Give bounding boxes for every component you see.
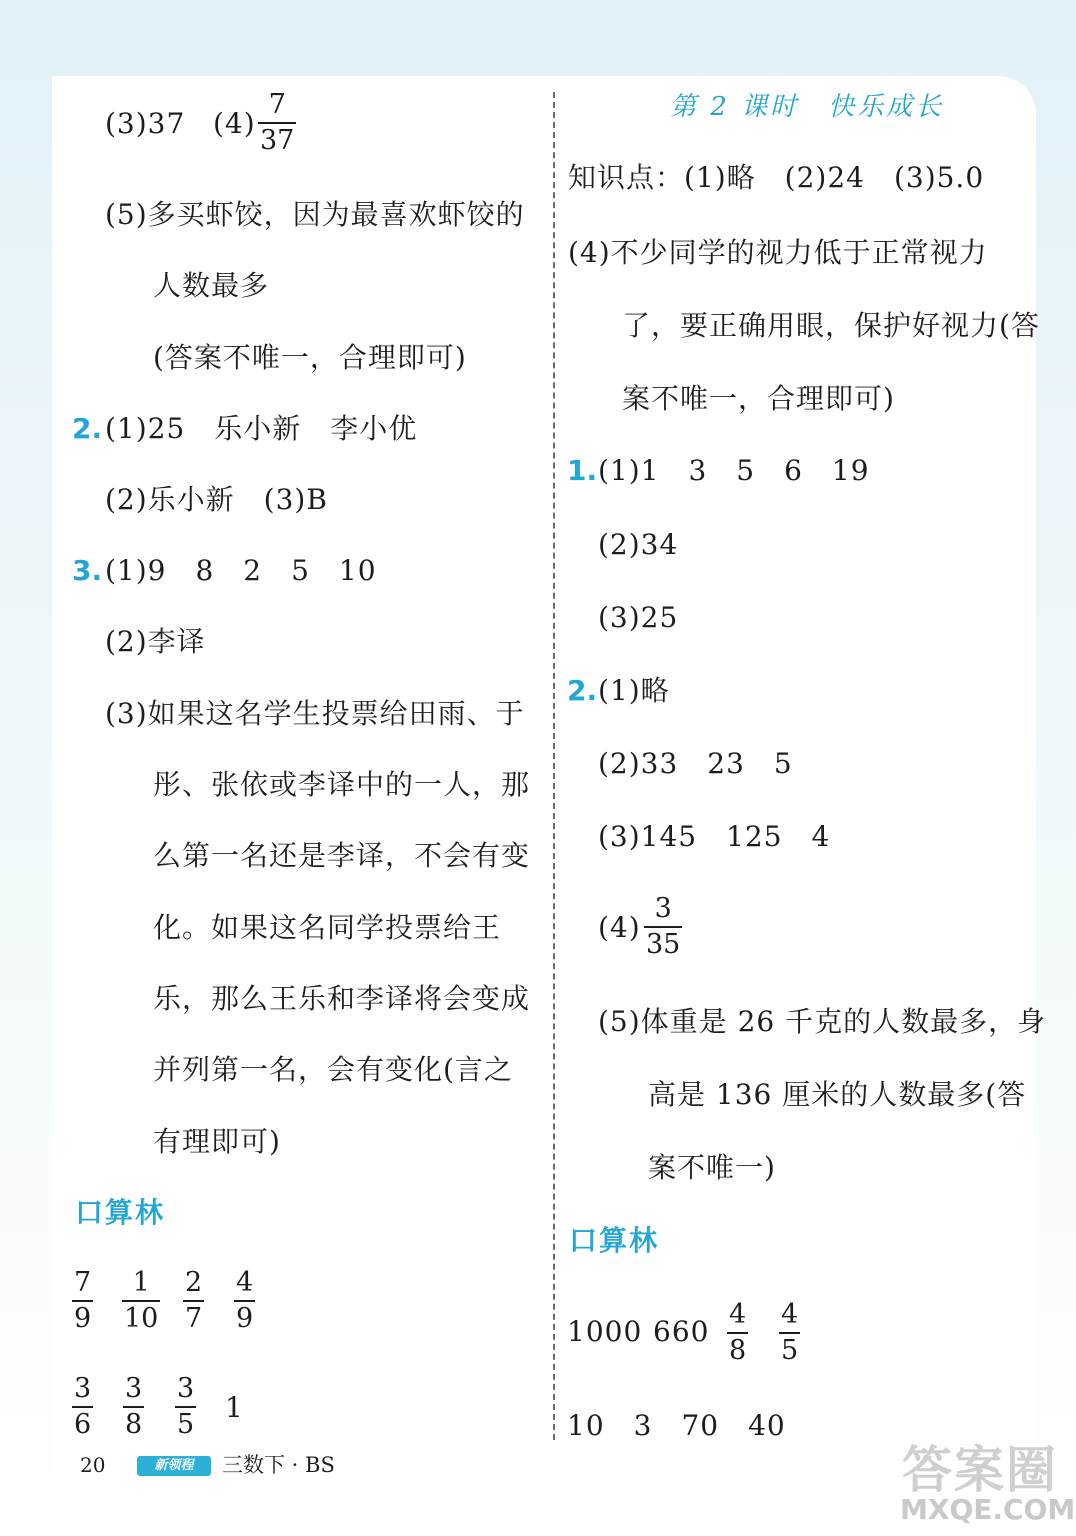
fraction-bar xyxy=(234,1300,255,1302)
fraction-bar xyxy=(72,1406,93,1408)
denominator: 5 xyxy=(781,1335,799,1366)
left-q3-part2: (2)李译 xyxy=(105,625,206,658)
watermark-logo: 答案圈 xyxy=(902,1441,1058,1499)
right-q1-part1: (1)1 3 5 6 19 xyxy=(598,454,870,487)
denominator: 9 xyxy=(236,1303,254,1334)
section-heading-kousuan: 口算林 xyxy=(75,1196,166,1229)
numerator: 4 xyxy=(781,1299,799,1330)
fraction-bar xyxy=(183,1300,204,1302)
right-q2-part5-line3: 案不唯一) xyxy=(648,1151,776,1184)
left-fraction-2 xyxy=(122,1268,160,1334)
denominator: 37 xyxy=(260,125,295,156)
fraction-bar xyxy=(123,1406,144,1408)
publisher-badge: 新领程 xyxy=(137,1456,211,1476)
left-fraction-6 xyxy=(123,1374,144,1440)
left-q3-part3-line4: 化。如果这名同学投票给王 xyxy=(153,911,502,944)
right-q1-part3: (3)25 xyxy=(598,601,679,634)
right-kousuan-2: 660 xyxy=(653,1315,710,1348)
numerator: 3 xyxy=(654,893,672,924)
right-kousuan-1: 1000 xyxy=(567,1315,643,1348)
fraction-bar xyxy=(175,1406,196,1408)
numerator: 3 xyxy=(125,1373,143,1404)
right-knowledge-points: 知识点：(1)略 (2)24 (3)5.0 xyxy=(568,161,985,194)
right-q2-part4-label: (4) xyxy=(598,911,641,944)
left-fraction-4 xyxy=(234,1268,255,1334)
right-q1-part2: (2)34 xyxy=(598,528,679,561)
left-answer-3: (3)37 xyxy=(105,107,186,140)
right-kousuan-fraction-2 xyxy=(779,1300,800,1366)
left-q3-part3: (3)如果这名学生投票给田雨、于 xyxy=(105,697,525,730)
numerator: 4 xyxy=(236,1267,254,1298)
left-q2-part1: (1)25 乐小新 李小优 xyxy=(105,412,418,445)
left-fraction-3 xyxy=(183,1268,204,1334)
denominator: 9 xyxy=(74,1303,92,1334)
section-heading-kousuan-right: 口算林 xyxy=(569,1224,660,1257)
numerator: 3 xyxy=(177,1373,195,1404)
fraction-bar xyxy=(779,1332,800,1334)
right-knowledge-4-line3: 案不唯一，合理即可) xyxy=(622,382,895,415)
left-q3-part3-line5: 乐，那么王乐和李译将会变成 xyxy=(153,982,531,1015)
fraction-bar xyxy=(122,1300,160,1302)
numerator: 3 xyxy=(74,1373,92,1404)
page-number: 20 xyxy=(80,1453,106,1477)
question-number-2: 2. xyxy=(72,412,103,445)
left-answer-5-cont: 人数最多 xyxy=(153,269,270,302)
denominator: 35 xyxy=(646,929,681,960)
left-q3-part3-line3: 么第一名还是李译，不会有变 xyxy=(153,839,531,872)
left-fraction-1 xyxy=(72,1268,93,1334)
left-answer-4-fraction xyxy=(258,90,296,156)
left-q2-part2: (2)乐小新 (3)B xyxy=(105,483,328,516)
right-q2-part3: (3)145 125 4 xyxy=(598,820,831,853)
denominator: 7 xyxy=(185,1303,203,1334)
question-number-2-right: 2. xyxy=(567,674,598,707)
left-kousuan-whole: 1 xyxy=(225,1391,244,1424)
numerator: 7 xyxy=(74,1267,92,1298)
numerator: 7 xyxy=(268,89,286,120)
denominator: 8 xyxy=(125,1409,143,1440)
left-fraction-7 xyxy=(175,1374,196,1440)
lesson-title: 第 2 课时 快乐成长 xyxy=(670,92,945,122)
right-knowledge-4: (4)不少同学的视力低于正常视力 xyxy=(568,236,988,269)
right-q2-part5-line2: 高是 136 厘米的人数最多(答 xyxy=(648,1078,1027,1111)
left-q3-part3-line6: 并列第一名，会有变化(言之 xyxy=(153,1053,513,1086)
right-q2-part5: (5)体重是 26 千克的人数最多，身 xyxy=(598,1005,1047,1038)
left-answer-5: (5)多买虾饺，因为最喜欢虾饺的 xyxy=(105,198,525,231)
right-q2-part1: (1)略 xyxy=(598,674,670,707)
fraction-bar xyxy=(258,122,296,124)
book-title: 三数下 · BS xyxy=(222,1453,335,1477)
fraction-bar xyxy=(644,926,682,928)
left-q3-part1: (1)9 8 2 5 10 xyxy=(105,554,377,587)
numerator: 2 xyxy=(185,1267,203,1298)
left-q3-part3-line7: 有理即可) xyxy=(153,1125,281,1158)
denominator: 8 xyxy=(729,1335,747,1366)
watermark-url: MXQE.COM xyxy=(900,1493,1076,1526)
right-q2-part4-fraction xyxy=(644,894,682,960)
fraction-bar xyxy=(72,1300,93,1302)
right-kousuan-fraction-1 xyxy=(727,1300,748,1366)
left-answer-4-label: (4) xyxy=(213,107,256,140)
denominator: 6 xyxy=(74,1409,92,1440)
fraction-bar xyxy=(727,1332,748,1334)
numerator: 1 xyxy=(132,1267,150,1298)
numerator: 4 xyxy=(729,1299,747,1330)
denominator: 10 xyxy=(124,1303,159,1334)
column-divider xyxy=(553,92,555,1440)
left-q3-part3-line2: 彤、张依或李译中的一人，那 xyxy=(153,768,531,801)
question-number-3: 3. xyxy=(72,554,103,587)
denominator: 5 xyxy=(177,1409,195,1440)
left-fraction-5 xyxy=(72,1374,93,1440)
right-knowledge-4-line2: 了，要正确用眼，保护好视力(答 xyxy=(622,309,1040,342)
right-q2-part2: (2)33 23 5 xyxy=(598,747,793,780)
right-kousuan-row2: 10 3 70 40 xyxy=(567,1409,786,1442)
question-number-1: 1. xyxy=(567,454,598,487)
left-answer-note: (答案不唯一，合理即可) xyxy=(153,341,467,374)
